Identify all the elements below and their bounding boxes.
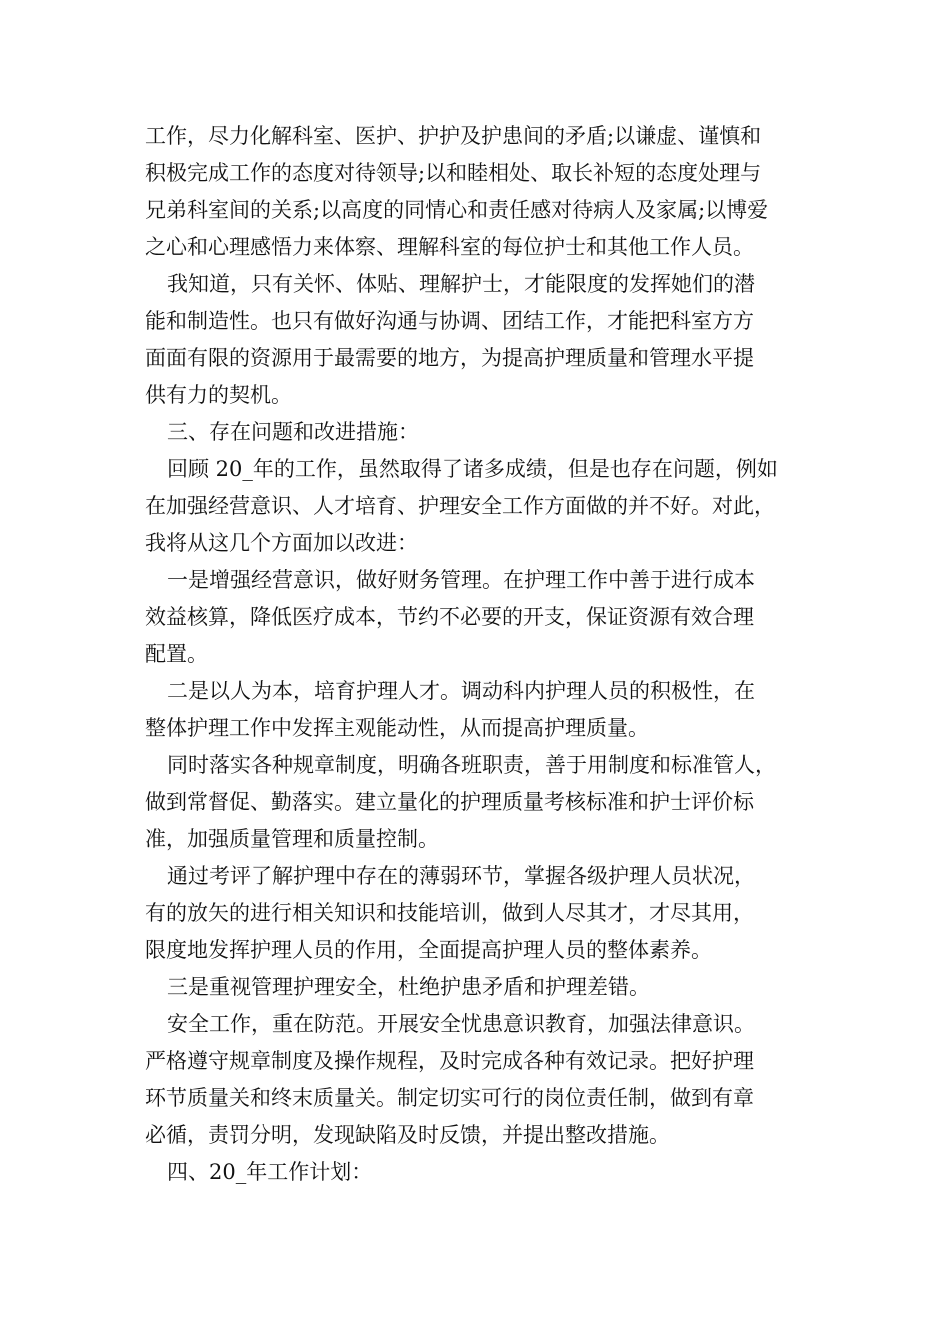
text-line: 面面有限的资源用于最需要的地方，为提高护理质量和管理水平提	[145, 346, 754, 370]
paragraph-rules	[145, 747, 825, 858]
text-line: 四、20_年工作计划：	[167, 1160, 373, 1184]
section-heading-4	[145, 1154, 825, 1191]
text-line: 积极完成工作的态度对待领导;以和睦相处、取长补短的态度处理与	[145, 161, 762, 185]
text-line: 我知道，只有关怀、体贴、理解护士，才能限度的发挥她们的潜	[167, 272, 755, 296]
text-line: 能和制造性。也只有做好沟通与协调、团结工作，才能把科室方方	[145, 309, 754, 333]
section-heading-3	[145, 414, 825, 451]
text-line: 效益核算，降低医疗成本，节约不必要的开支，保证资源有效合理	[145, 605, 754, 629]
text-line: 在加强经营意识、人才培育、护理安全工作方面做的并不好。对此，	[145, 494, 775, 518]
text-line: 二是以人为本，培育护理人才。调动科内护理人员的积极性，在	[167, 679, 755, 703]
paragraph-1	[145, 118, 825, 266]
paragraph-point-2	[145, 673, 825, 747]
text-line: 有的放矢的进行相关知识和技能培训，做到人尽其才，才尽其用，	[145, 901, 754, 925]
text-line: 环节质量关和终末质量关。制定切实可行的岗位责任制，做到有章	[145, 1086, 754, 1110]
text-line: 限度地发挥护理人员的作用，全面提高护理人员的整体素养。	[145, 938, 712, 962]
text-line: 配置。	[145, 642, 208, 666]
paragraph-review	[145, 451, 825, 562]
paragraph-safety	[145, 1006, 825, 1154]
text-line: 三是重视管理护理安全，杜绝护患矛盾和护理差错。	[167, 975, 650, 999]
text-line: 准，加强质量管理和质量控制。	[145, 827, 439, 851]
text-line: 我将从这几个方面加以改进：	[145, 531, 418, 555]
text-line: 通过考评了解护理中存在的薄弱环节，掌握各级护理人员状况，	[167, 864, 755, 888]
paragraph-evaluation	[145, 858, 825, 969]
text-line: 三、存在问题和改进措施：	[167, 420, 419, 444]
text-line: 工作，尽力化解科室、医护、护护及护患间的矛盾;以谦虚、谨慎和	[145, 124, 762, 148]
text-line: 整体护理工作中发挥主观能动性，从而提高护理质量。	[145, 716, 649, 740]
paragraph-point-1	[145, 562, 825, 673]
text-line: 回顾 20_年的工作，虽然取得了诸多成绩，但是也存在问题，例如	[167, 457, 778, 481]
text-line: 同时落实各种规章制度，明确各班职责，善于用制度和标准管人，	[167, 753, 776, 777]
paragraph-point-3	[145, 969, 825, 1006]
text-line: 严格遵守规章制度及操作规程，及时完成各种有效记录。把好护理	[145, 1049, 754, 1073]
text-line: 做到常督促、勤落实。建立量化的护理质量考核标准和护士评价标	[145, 790, 754, 814]
text-line: 供有力的契机。	[145, 383, 292, 407]
text-line: 必循，责罚分明，发现缺陷及时反馈，并提出整改措施。	[145, 1123, 670, 1147]
text-line: 一是增强经营意识，做好财务管理。在护理工作中善于进行成本	[167, 568, 755, 592]
document-page	[145, 118, 825, 1191]
text-line: 安全工作，重在防范。开展安全忧患意识教育，加强法律意识。	[167, 1012, 755, 1036]
text-line: 之心和心理感悟力来体察、理解科室的每位护士和其他工作人员。	[145, 235, 754, 259]
text-line: 兄弟科室间的关系;以高度的同情心和责任感对待病人及家属;以博爱	[145, 198, 769, 222]
paragraph-2	[145, 266, 825, 414]
